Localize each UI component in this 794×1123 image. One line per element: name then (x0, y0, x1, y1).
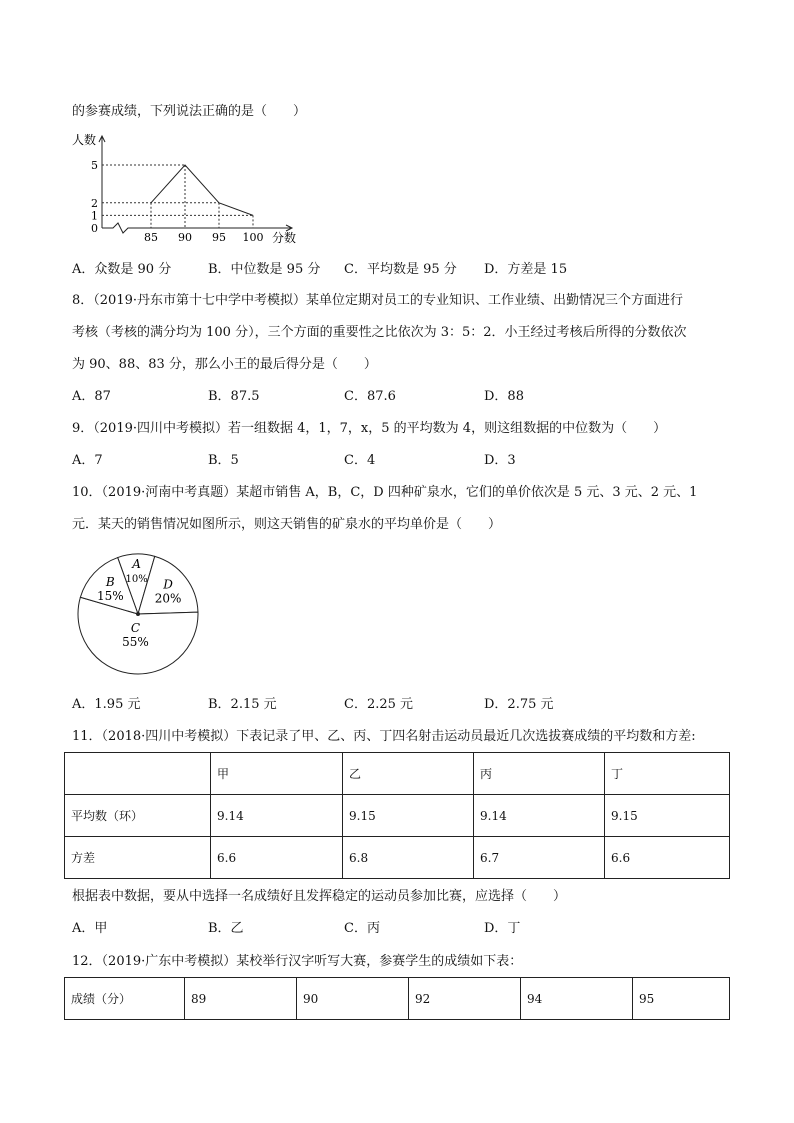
q7-xtick-label: 90 (178, 231, 192, 244)
q10-option-a[interactable]: A．1.95 元 (72, 697, 141, 712)
q12-line-1: 12．（2019·广东中考模拟）某校举行汉字听写大赛，参赛学生的成绩如下表： (72, 954, 523, 969)
q7-ylabel: 人数 (72, 133, 97, 147)
q11-cell: 9.15 (343, 795, 474, 837)
q7-stem: 的参赛成绩，下列说法正确的是（ ） (72, 104, 307, 119)
q12-cell: 90 (297, 978, 409, 1020)
q8-line-3: 为 90、88、83 分，那么小王的最后得分是（ ） (72, 357, 377, 372)
q11-header-cell: 甲 (211, 753, 343, 795)
q7-ytick-label: 1 (91, 209, 98, 223)
q8-option-c[interactable]: C．87.6 (344, 389, 396, 404)
q10-pie-chart (70, 550, 210, 680)
q7-ytick-label: 2 (91, 196, 98, 210)
q7-option-b[interactable]: B．中位数是 95 分 (208, 262, 321, 277)
q11-cell: 6.8 (343, 837, 474, 879)
q11-header-cell (65, 753, 211, 795)
q11-line-1: 11．（2018·四川中考模拟）下表记录了甲、乙、丙、丁四名射击运动员最近几次选拔赛成绩的平均数和方差: (72, 729, 696, 744)
q7-xtick-label: 85 (144, 231, 158, 244)
q10-option-b[interactable]: B．2.15 元 (208, 697, 277, 712)
q10-pie-slice-pct: 55% (122, 634, 149, 649)
q7-line-chart (70, 128, 310, 250)
q11-table-row (65, 795, 730, 837)
q10-pie-slice-label: D (163, 577, 173, 592)
q7-axes (99, 136, 292, 233)
q10-option-c[interactable]: C．2.25 元 (344, 697, 414, 712)
q11-line-2: 根据表中数据，要从中选择一名成绩好且发挥稳定的运动员参加比赛，应选择（ ） (72, 889, 567, 904)
q7-option-d[interactable]: D．方差是 15 (484, 262, 568, 277)
q12-cell: 92 (409, 978, 521, 1020)
q11-cell: 9.14 (474, 795, 605, 837)
q8-line-2: 考核（考核的满分均为 100 分），三个方面的重要性之比依次为 3：5：2．小王经过考核后所得的分数依次 (72, 325, 687, 340)
q7-origin-label: 0 (91, 222, 98, 235)
q12-cell: 89 (185, 978, 297, 1020)
q9-option-a[interactable]: A．7 (72, 453, 103, 468)
q8-option-b[interactable]: B．87.5 (208, 389, 260, 404)
q7-xtick-label: 95 (212, 231, 226, 244)
q10-pie-slice-label: C (130, 620, 141, 635)
q8-option-d[interactable]: D．88 (484, 389, 524, 404)
q12-table-row (65, 978, 730, 1020)
q9-option-c[interactable]: C．4 (344, 453, 376, 468)
q10-pie-slices (78, 554, 198, 674)
q12-table (64, 977, 730, 1020)
q11-cell: 6.6 (605, 837, 730, 879)
q11-header-cell: 丙 (474, 753, 605, 795)
q7-x-axis (102, 223, 292, 233)
q10-line-2: 元．某天的销售情况如图所示，则这天销售的矿泉水的平均单价是（ ） (72, 517, 502, 532)
q9-option-b[interactable]: B．5 (208, 453, 239, 468)
q10-option-d[interactable]: D．2.75 元 (484, 697, 554, 712)
q11-table (64, 752, 730, 879)
q11-header-cell: 丁 (605, 753, 730, 795)
q11-cell: 9.14 (211, 795, 343, 837)
q7-series-line (151, 165, 253, 215)
q7-ytick-label: 5 (91, 159, 98, 172)
q11-header-cell: 乙 (343, 753, 474, 795)
q11-header-row (65, 753, 730, 795)
q7-xlabel: 分数 (272, 231, 297, 245)
q9-line-1: 9．（2019·四川中考模拟）若一组数据 4，1，7，x，5 的平均数为 4，则这组数据的中位数为（ ） (72, 421, 667, 436)
q11-cell: 平均数（环） (65, 795, 211, 837)
q12-cell: 95 (633, 978, 730, 1020)
q11-cell: 6.7 (474, 837, 605, 879)
q10-pie-slice-label: B (105, 574, 115, 589)
q10-line-1: 10．（2019·河南中考真题）某超市销售 A，B，C，D 四种矿泉水，它们的单价依次是 5 元、3 元、2 元、1 (72, 485, 698, 500)
q12-cell: 成绩（分） (65, 978, 185, 1020)
q11-table-row (65, 837, 730, 879)
q10-pie-center (136, 612, 140, 616)
q9-option-d[interactable]: D．3 (484, 453, 516, 468)
q10-pie-slice-pct: 20% (154, 591, 182, 606)
q10-pie-slice-pct: 15% (96, 588, 124, 603)
q7-option-c[interactable]: C．平均数是 95 分 (344, 262, 457, 277)
q8-line-1: 8．（2019·丹东市第十七中学中考模拟）某单位定期对员工的专业知识、工作业绩、出勤情况三个方面进行 (72, 293, 683, 308)
q7-xtick-label: 100 (242, 231, 264, 244)
q11-option-a[interactable]: A．甲 (72, 921, 108, 936)
q11-cell: 方差 (65, 837, 211, 879)
q12-cell: 94 (521, 978, 633, 1020)
q11-option-b[interactable]: B．乙 (208, 921, 244, 936)
q7-series (151, 165, 253, 215)
q7-option-a[interactable]: A．众数是 90 分 (72, 262, 172, 277)
q10-pie-slice-pct: 10% (125, 574, 148, 586)
q10-pie-slice-label: A (132, 557, 141, 572)
q11-cell: 6.6 (211, 837, 343, 879)
q11-option-d[interactable]: D．丁 (484, 921, 521, 936)
q11-option-c[interactable]: C．丙 (344, 921, 380, 936)
q11-cell: 9.15 (605, 795, 730, 837)
q8-option-a[interactable]: A．87 (72, 389, 111, 404)
q7-guides (102, 165, 253, 228)
